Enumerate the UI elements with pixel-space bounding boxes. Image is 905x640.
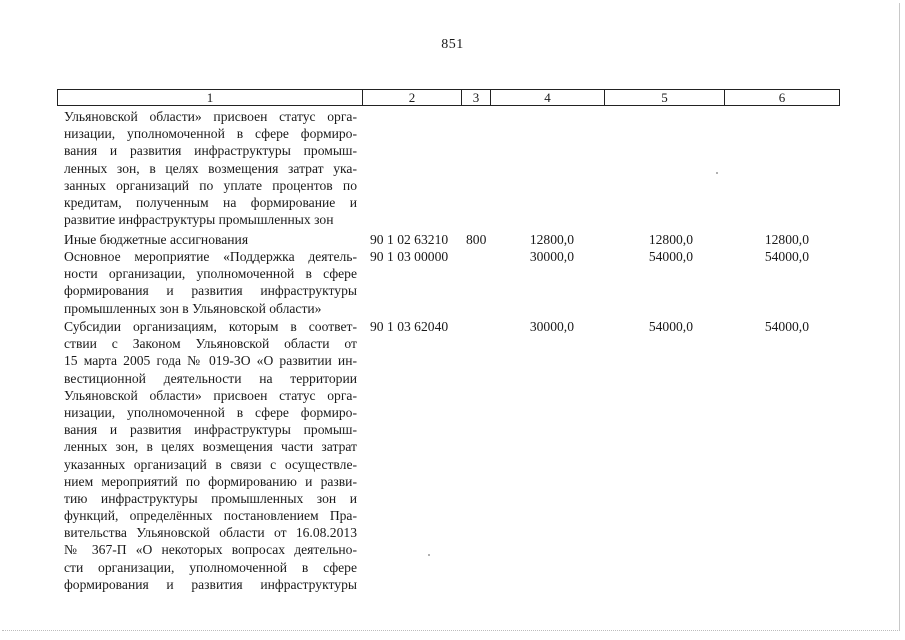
text-line: развитие инфраструктуры промышленных зон <box>64 212 334 228</box>
text-line: ленных зон, в целях возмещения затрат ука- <box>64 160 357 176</box>
text-line: 15 марта 2005 года № 019-ЗО «О развитии ин- <box>64 353 357 369</box>
text-line: указанных организаций в связи с осуществле- <box>64 456 357 472</box>
text-line: вания и развития инфраструктуры промыш- <box>64 143 357 159</box>
row-description <box>64 108 357 228</box>
text-line: кредитам, полученным на формирование и <box>64 194 357 210</box>
text-line: формирования и развития инфраструктуры <box>64 283 357 299</box>
text-line: ности организации, уполномоченной в сфере <box>64 266 357 282</box>
text-line: формирования и развития инфраструктуры <box>64 576 357 592</box>
text-line: Ульяновской области» присвоен статус орга- <box>64 109 357 124</box>
header-col-1: 1 <box>58 90 363 105</box>
row-value-col4: 12800,0 <box>529 232 574 247</box>
text-line: нием мероприятий по формированию и разви- <box>64 473 357 489</box>
row-code: 90 1 03 00000 <box>370 249 449 264</box>
table-header-row <box>57 89 840 106</box>
text-line: промышленных зон в Ульяновской области» <box>64 300 322 316</box>
text-line: вительства Ульяновской области от 16.08.2013 <box>64 525 357 541</box>
header-col-3: 3 <box>462 90 491 105</box>
text-line: функций, определённых постановлением Пра- <box>64 508 357 524</box>
page-number: 851 <box>441 37 464 52</box>
row-code: 90 1 03 62040 <box>370 319 449 334</box>
text-line: Ульяновской области» присвоен статус орга- <box>64 387 357 403</box>
text-line: ленных зон, в целях возмещения части затрат <box>64 439 357 455</box>
row-value-col5: 54000,0 <box>648 249 693 264</box>
row-description <box>64 248 357 317</box>
row-value-col4: 30000,0 <box>529 319 574 334</box>
text-line: тию инфраструктуры промышленных зон и <box>64 490 357 506</box>
header-col-4: 4 <box>491 90 605 105</box>
row-value-col5: 54000,0 <box>648 319 693 334</box>
text-line: ствии с Законом Ульяновской области от <box>64 336 357 352</box>
text-line: низации, уполномоченной в сфере формиро- <box>64 126 357 142</box>
text-line: вестиционной деятельности на территории <box>64 370 357 386</box>
text-line: вания и развития инфраструктуры промыш- <box>64 422 357 438</box>
scan-speck <box>716 172 718 174</box>
text-line: Иные бюджетные ассигнования <box>64 232 249 247</box>
row-value-col4: 30000,0 <box>529 249 574 264</box>
text-line: занных организаций по уплате процентов по <box>64 177 357 193</box>
row-value-col5: 12800,0 <box>648 232 693 247</box>
scan-speck <box>428 554 430 556</box>
text-line: Основное мероприятие «Поддержка деятель- <box>64 249 357 264</box>
row-expense-type: 800 <box>466 232 487 247</box>
row-description <box>64 231 357 248</box>
header-col-5: 5 <box>605 90 725 105</box>
header-col-2: 2 <box>363 90 462 105</box>
header-col-6: 6 <box>778 90 786 105</box>
text-line: сти организации, уполномоченной в сфере <box>64 559 357 575</box>
text-line: Субсидии организациям, которым в соответ- <box>64 319 357 334</box>
text-line: № 367-П «О некоторых вопросах деятельно- <box>64 542 357 558</box>
row-description <box>64 318 357 593</box>
row-value-col6: 54000,0 <box>764 249 809 264</box>
row-value-col6: 54000,0 <box>764 319 809 334</box>
row-value-col6: 12800,0 <box>764 232 809 247</box>
text-line: низации, уполномоченной в сфере формиро- <box>64 404 357 420</box>
row-code: 90 1 02 63210 <box>370 232 449 247</box>
